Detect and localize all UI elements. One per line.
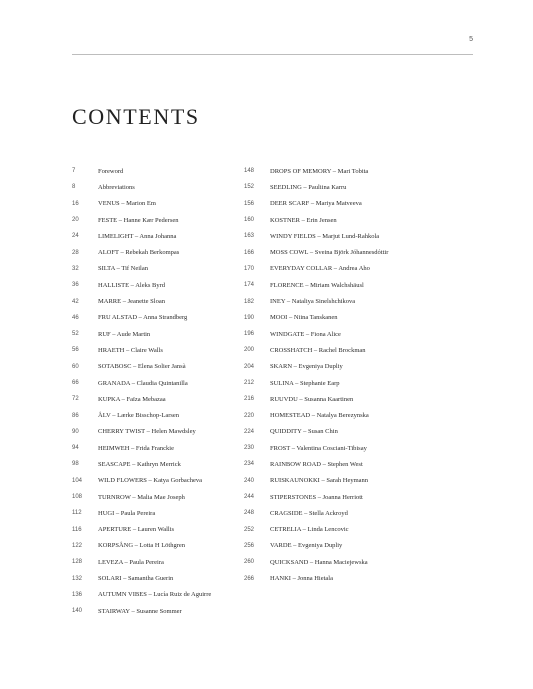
toc-entry-title: KORPSÅNG – Lotta H Löthgren (98, 542, 186, 550)
toc-page-number: 72 (72, 396, 79, 403)
toc-entry[interactable] (244, 375, 388, 391)
page-number: 5 (469, 36, 473, 43)
toc-page-number: 122 (72, 542, 83, 549)
toc-entry-title: CRAGSIDE – Stella Ackroyd (270, 509, 348, 517)
toc-entry[interactable] (244, 440, 388, 456)
toc-entry[interactable] (72, 261, 211, 277)
toc-page-number: 66 (72, 380, 79, 386)
toc-entry-title: FROST – Valentina Cosciani-Tibisay (270, 444, 367, 452)
toc-page-number: 152 (244, 184, 255, 191)
toc-entry[interactable] (244, 326, 388, 342)
toc-entry-title: TURNROW – Malia Mae Joseph (98, 493, 185, 501)
toc-entry-title: Abbreviations (98, 183, 135, 191)
toc-entry[interactable] (244, 554, 388, 570)
toc-entry[interactable] (244, 456, 388, 472)
toc-entry-title: FESTE – Hanne Kær Pedersen (98, 216, 179, 224)
toc-entry[interactable] (72, 473, 211, 489)
toc-page-number: 216 (244, 396, 255, 403)
toc-entry-title: HALLISTE – Aleks Byrd (98, 281, 165, 289)
toc-entry-title: RUF – Aude Martin (98, 330, 151, 338)
toc-entry[interactable] (244, 261, 388, 277)
toc-entry[interactable] (72, 570, 211, 586)
toc-entry-title: VARDE – Evgeniya Dupliy (270, 542, 343, 550)
toc-entry[interactable] (244, 407, 388, 423)
toc-page-number: 108 (72, 494, 83, 501)
toc-entry[interactable] (72, 522, 211, 538)
toc-entry-title: SEEDLING – Pauliina Karru (270, 183, 347, 191)
toc-entry[interactable] (72, 554, 211, 570)
toc-entry[interactable] (244, 277, 388, 293)
toc-entry-title: QUICKSAND – Hanna Maciejewska (270, 558, 368, 566)
toc-entry-title: ÅLV – Lærke Bisschop-Larsen (98, 412, 180, 420)
toc-entry-title: Foreword (98, 167, 124, 175)
toc-page-number: 166 (244, 249, 255, 256)
toc-entry-title: LIMELIGHT – Anna Johanna (98, 232, 177, 240)
toc-entry[interactable] (244, 196, 388, 212)
toc-entry[interactable] (72, 244, 211, 260)
toc-page-number: 116 (72, 526, 82, 533)
toc-entry[interactable] (72, 424, 211, 440)
toc-page-number: 234 (244, 461, 255, 468)
toc-page-number: 60 (72, 363, 79, 370)
toc-entry[interactable] (244, 310, 388, 326)
toc-entry-title: LEVEZA – Paula Pereira (98, 558, 164, 566)
toc-page-number: 256 (244, 542, 255, 549)
toc-entry[interactable] (72, 538, 211, 554)
toc-entry[interactable] (72, 603, 211, 619)
toc-page-number: 212 (244, 380, 255, 386)
toc-entry-title: WINDY FIELDS – Marjut Lund-Rahkola (270, 232, 380, 240)
toc-entry[interactable] (244, 473, 388, 489)
toc-entry-title: MARRE – Jeanette Sloan (98, 298, 165, 306)
toc-entry[interactable] (72, 196, 211, 212)
toc-entry-title: MOSS COWL – Sveina Björk Jóhannesdóttir (270, 249, 389, 257)
toc-entry-title: SILTA – Tif Neilan (98, 265, 148, 273)
toc-entry[interactable] (244, 489, 388, 505)
toc-page-number: 156 (244, 200, 255, 207)
toc-page-number: 148 (244, 168, 255, 175)
toc-entry[interactable] (72, 342, 211, 358)
toc-entry[interactable] (244, 163, 388, 179)
toc-entry-title: RUISKAUNOKKI – Sarah Heymann (270, 477, 369, 485)
toc-entry-title: HRAETH – Claire Walls (98, 346, 163, 354)
toc-entry-title: ALOFT – Rebekah Berkompas (98, 249, 180, 257)
toc-entry-title: KOSTNER – Erin Jensen (270, 216, 337, 224)
toc-entry-title: SEASCAPE – Kathryn Merrick (98, 460, 181, 468)
toc-entry-title: STIPERSTONES – Joanna Herriott (270, 493, 363, 501)
toc-entry[interactable] (72, 407, 211, 423)
toc-page-number: 20 (72, 217, 79, 224)
toc-page-number: 46 (72, 314, 79, 321)
toc-entry-title: FRU ALSTAD – Anna Strandberg (98, 314, 188, 322)
toc-page-number: 86 (72, 412, 79, 419)
toc-page-number: 260 (244, 559, 255, 566)
toc-page-number: 128 (72, 559, 83, 566)
toc-page-number: 140 (72, 608, 83, 615)
toc-entry[interactable] (72, 359, 211, 375)
toc-page-number: 196 (244, 331, 255, 338)
toc-entry[interactable] (72, 179, 211, 195)
toc-entry-title: KUPKA – Faïza Mebazaa (98, 395, 166, 403)
toc-entry[interactable] (244, 522, 388, 538)
toc-entry-title: HANKI – Jonna Hietala (270, 575, 333, 583)
toc-entry-title: QUIDDITY – Susan Chin (270, 428, 338, 436)
toc-entry-title: VENUS – Marion Em (98, 200, 156, 208)
toc-entry[interactable] (244, 391, 388, 407)
toc-entry-title: APERTURE – Lauren Wallis (98, 526, 175, 534)
toc-entry[interactable] (72, 505, 211, 521)
toc-entry-title: CROSSHATCH – Rachel Brockman (270, 346, 366, 354)
toc-entry[interactable] (244, 179, 388, 195)
toc-page-number: 24 (72, 233, 79, 240)
contents-column-right (244, 163, 388, 587)
toc-entry[interactable] (244, 293, 388, 309)
toc-page-number: 248 (244, 510, 255, 517)
toc-page-number: 94 (72, 445, 79, 452)
toc-entry[interactable] (244, 359, 388, 375)
toc-page-number: 182 (244, 298, 255, 305)
toc-entry-title: DEER SCARF – Mariya Matveeva (270, 200, 362, 208)
toc-entry-title: MOOI – Niina Tanskanen (270, 314, 338, 322)
toc-entry[interactable] (72, 440, 211, 456)
toc-entry-title: INEY – Nataliya Sinelshchikova (270, 298, 356, 306)
toc-page-number: 224 (244, 428, 255, 435)
toc-page-number: 98 (72, 461, 79, 468)
toc-entry-title: WINDGATE – Fiona Alice (270, 330, 341, 338)
toc-entry-title: AUTUMN VIBES – Lucía Ruiz de Aguirre (98, 591, 212, 599)
toc-page-number: 36 (72, 282, 79, 289)
toc-page-number: 56 (72, 347, 79, 354)
toc-page-number: 42 (72, 298, 79, 305)
toc-entry[interactable] (72, 456, 211, 472)
toc-page-number: 200 (244, 347, 255, 354)
toc-page-number: 174 (244, 282, 255, 289)
toc-page-number: 163 (244, 233, 255, 240)
toc-entry-title: RUUVDU – Susanna Kaartinen (270, 395, 354, 403)
toc-entry[interactable] (244, 570, 388, 586)
toc-entry[interactable] (244, 228, 388, 244)
toc-entry-title: SULINA – Stephanie Earp (270, 379, 340, 387)
toc-page-number: 16 (72, 200, 79, 207)
toc-entry[interactable] (244, 505, 388, 521)
toc-entry[interactable] (72, 587, 211, 603)
toc-entry[interactable] (72, 212, 211, 228)
toc-entry[interactable] (244, 342, 388, 358)
toc-page-number: 266 (244, 575, 255, 582)
toc-page-number: 252 (244, 526, 255, 533)
toc-page-number: 170 (244, 265, 255, 272)
toc-entry-title: SOLARI – Samantha Guerin (98, 575, 174, 583)
toc-page-number: 240 (244, 477, 255, 484)
toc-page-number: 8 (72, 184, 76, 191)
toc-entry-title: WILD FLOWERS – Katya Gorbacheva (98, 477, 202, 485)
toc-entry-title: EVERYDAY COLLAR – Andrea Aho (270, 265, 370, 273)
toc-page-number: 28 (72, 249, 79, 256)
toc-entry-title: DROPS OF MEMORY – Mari Tobita (270, 167, 369, 175)
toc-entry-title: CETRELIA – Linda Lencovic (270, 526, 349, 534)
toc-entry-title: HUGI – Paula Pereira (98, 509, 156, 517)
toc-page-number: 32 (72, 265, 79, 272)
toc-entry-title: HEIMWEH – Frida Franckie (98, 444, 174, 452)
toc-page-number: 220 (244, 412, 255, 419)
header-rule (72, 54, 473, 55)
toc-entry-title: FLORENCE – Miriam Walchshäusl (270, 281, 364, 289)
toc-entry[interactable] (244, 244, 388, 260)
toc-entry[interactable] (72, 391, 211, 407)
toc-entry[interactable] (244, 212, 388, 228)
toc-page-number: 52 (72, 331, 79, 338)
toc-page-number: 104 (72, 477, 83, 484)
toc-entry[interactable] (72, 293, 211, 309)
page-title: CONTENTS (72, 104, 200, 129)
toc-page-number: 230 (244, 445, 255, 452)
toc-entry[interactable] (244, 424, 388, 440)
toc-page-number: 244 (244, 494, 255, 501)
toc-entry-title: CHERRY TWIST – Helen Mawdsley (98, 428, 196, 436)
toc-page-number: 7 (72, 168, 76, 175)
toc-entry-title: HOMESTEAD – Natalya Berezynska (270, 412, 369, 420)
toc-entry[interactable] (244, 538, 388, 554)
toc-entry[interactable] (72, 163, 211, 179)
toc-entry-title: SKARN – Evgeniya Dupliy (270, 363, 343, 371)
toc-page-number: 136 (72, 591, 83, 598)
toc-page-number: 132 (72, 575, 83, 582)
toc-page-number: 190 (244, 314, 255, 321)
toc-entry-title: STAIRWAY – Susanne Sommer (98, 607, 182, 615)
toc-entry[interactable] (72, 310, 211, 326)
toc-page-number: 112 (72, 510, 82, 517)
toc-entry-title: RAINBOW ROAD – Stephen West (270, 460, 363, 468)
toc-entry[interactable] (72, 375, 211, 391)
toc-entry[interactable] (72, 326, 211, 342)
toc-page-number: 160 (244, 217, 255, 224)
toc-entry-title: SOTABOSC – Elena Solier Jansà (98, 363, 186, 371)
toc-entry-title: GRANADA – Claudia Quintanilla (98, 379, 188, 387)
toc-page-number: 204 (244, 363, 255, 370)
toc-entry[interactable] (72, 489, 211, 505)
toc-entry[interactable] (72, 228, 211, 244)
contents-column-left (72, 163, 211, 619)
toc-page-number: 90 (72, 428, 79, 435)
toc-entry[interactable] (72, 277, 211, 293)
